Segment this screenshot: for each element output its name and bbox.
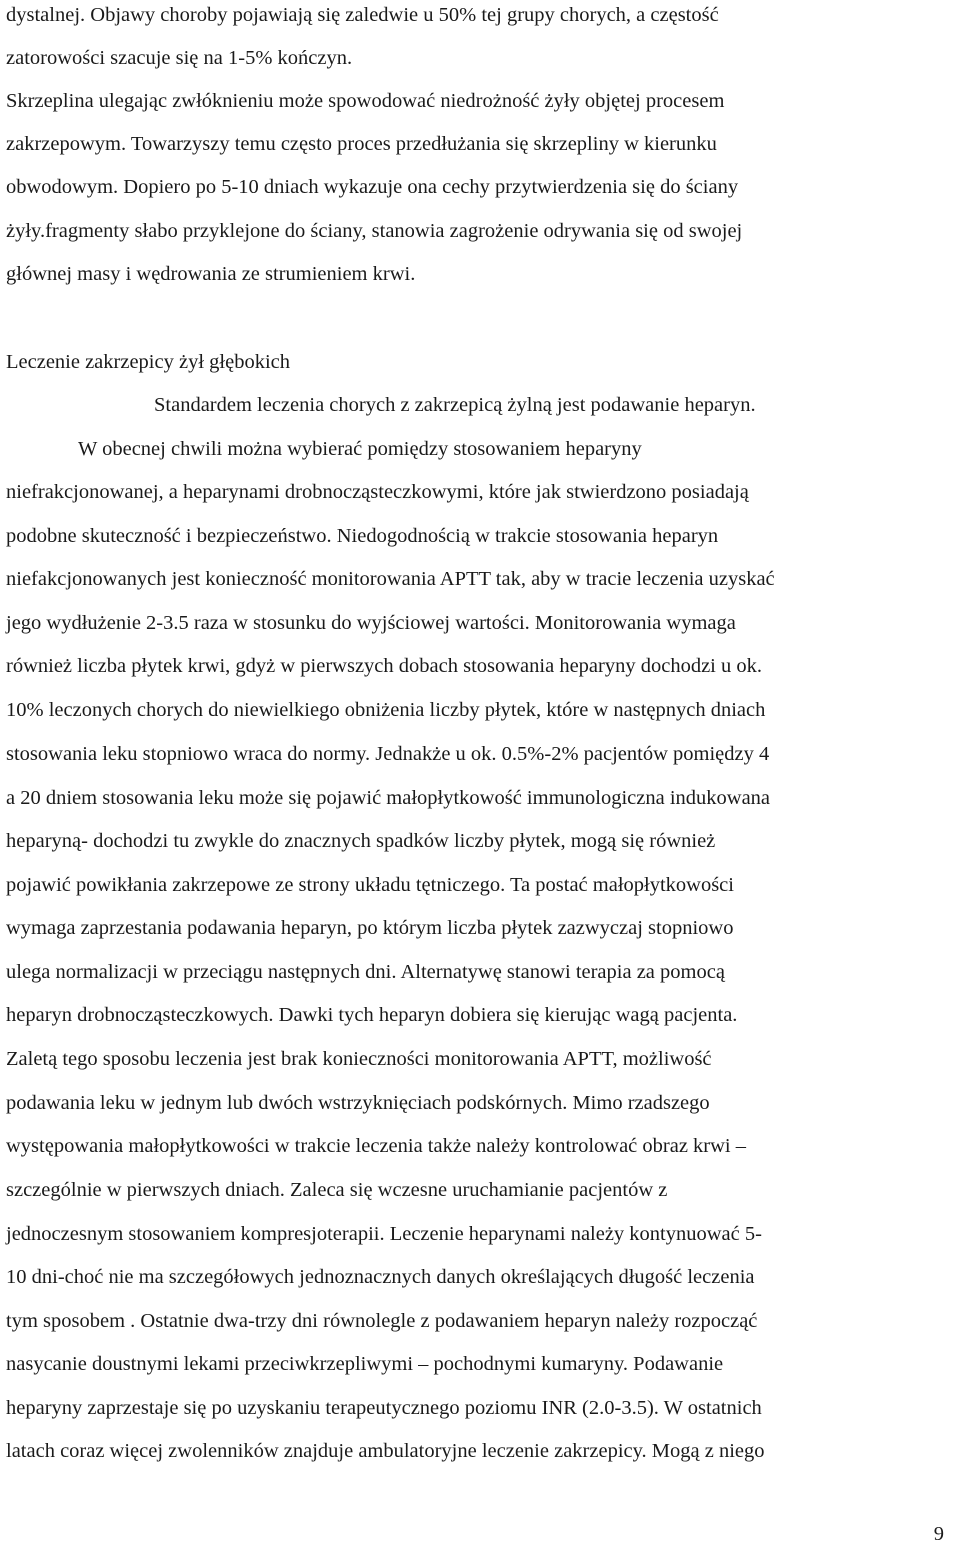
text-line: pojawić powikłania zakrzepowe ze strony układu tętniczego. Ta postać małopłytkowości bbox=[6, 874, 734, 896]
text-line: jednoczesnym stosowaniem kompresjoterapii. Leczenie heparynami należy kontynuować 5- bbox=[6, 1223, 762, 1245]
text-line: heparyny zaprzestaje się po uzyskaniu terapeutycznego poziomu INR (2.0-3.5). W ostatnich bbox=[6, 1397, 762, 1419]
text-line: niefakcjonowanych jest konieczność monitorowania APTT tak, aby w tracie leczenia uzyskać bbox=[6, 568, 775, 590]
text-line: nasycanie doustnymi lekami przeciwkrzepliwymi – pochodnymi kumaryny. Podawanie bbox=[6, 1353, 724, 1375]
text-line: jego wydłużenie 2-3.5 raza w stosunku do wyjściowej wartości. Monitorowania wymaga bbox=[6, 612, 736, 634]
text-line: niefrakcjonowanej, a heparynami drobnocząsteczkowymi, które jak stwierdzono posiadają bbox=[6, 481, 749, 503]
text-line: ulega normalizacji w przeciągu następnych dni. Alternatywę stanowi terapia za pomocą bbox=[6, 961, 725, 983]
text-line: obwodowym. Dopiero po 5-10 dniach wykazuje ona cechy przytwierdzenia się do ściany bbox=[6, 176, 739, 198]
text-line: zatorowości szacuje się na 1-5% kończyn. bbox=[6, 47, 353, 69]
text-line: tym sposobem . Ostatnie dwa-trzy dni równolegle z podawaniem heparyn należy rozpocząć bbox=[6, 1310, 758, 1332]
text-line: heparyną- dochodzi tu zwykle do znacznych spadków liczby płytek, mogą się również bbox=[6, 830, 716, 852]
page-number: 9 bbox=[933, 1523, 944, 1545]
text-line: występowania małopłytkowości w trakcie leczenia także należy kontrolować obraz krwi – bbox=[6, 1135, 746, 1157]
section-heading: Leczenie zakrzepicy żył głębokich bbox=[6, 351, 290, 373]
text-line: dystalnej. Objawy choroby pojawiają się zaledwie u 50% tej grupy chorych, a częstość bbox=[6, 4, 719, 26]
text-line: Skrzeplina ulegając zwłóknieniu może spowodować niedrożność żyły objętej procesem bbox=[6, 90, 725, 112]
text-line: latach coraz więcej zwolenników znajduje ambulatoryjne leczenie zakrzepicy. Mogą z niego bbox=[6, 1440, 765, 1462]
text-line: zakrzepowym. Towarzyszy temu często proces przedłużania się skrzepliny w kierunku bbox=[6, 133, 717, 155]
text-line: szczególnie w pierwszych dniach. Zaleca się wczesne uruchamianie pacjentów z bbox=[6, 1179, 668, 1201]
text-line: W obecnej chwili można wybierać pomiędzy stosowaniem heparyny bbox=[78, 438, 642, 460]
text-line: heparyn drobnocząsteczkowych. Dawki tych heparyn dobiera się kierując wagą pacjenta. bbox=[6, 1004, 738, 1026]
text-line: 10% leczonych chorych do niewielkiego obniżenia liczby płytek, które w następnych dniach bbox=[6, 699, 766, 721]
text-line: Zaletą tego sposobu leczenia jest brak konieczności monitorowania APTT, możliwość bbox=[6, 1048, 712, 1070]
text-line: również liczba płytek krwi, gdyż w pierwszych dobach stosowania heparyny dochodzi u ok. bbox=[6, 655, 762, 677]
text-line: podawania leku w jednym lub dwóch wstrzyknięciach podskórnych. Mimo rzadszego bbox=[6, 1092, 710, 1114]
text-line: 10 dni-choć nie ma szczegółowych jednoznacznych danych określających długość leczenia bbox=[6, 1266, 755, 1288]
text-line: podobne skuteczność i bezpieczeństwo. Niedogodnością w trakcie stosowania heparyn bbox=[6, 525, 719, 547]
text-line: żyły.fragmenty słabo przyklejone do ściany, stanowia zagrożenie odrywania się od swojej bbox=[6, 220, 743, 242]
text-line: stosowania leku stopniowo wraca do normy. Jednakże u ok. 0.5%-2% pacjentów pomiędzy 4 bbox=[6, 743, 770, 765]
text-line: głównej masy i wędrowania ze strumieniem krwi. bbox=[6, 263, 416, 285]
text-line: wymaga zaprzestania podawania heparyn, po którym liczba płytek zazwyczaj stopniowo bbox=[6, 917, 734, 939]
text-line: Standardem leczenia chorych z zakrzepicą żylną jest podawanie heparyn. bbox=[154, 394, 756, 416]
text-line: a 20 dniem stosowania leku może się pojawić małopłytkowość immunologiczna indukowana bbox=[6, 787, 771, 809]
